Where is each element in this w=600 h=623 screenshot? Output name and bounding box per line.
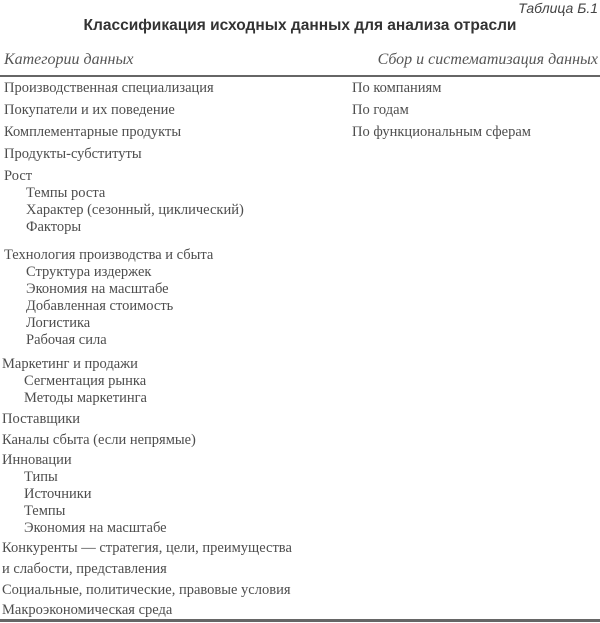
list-item: Покупатели и их поведение (4, 102, 175, 118)
list-item: По годам (352, 102, 409, 118)
list-item: Продукты-субституты (4, 146, 142, 162)
list-subitem: Методы маркетинга (24, 390, 147, 406)
list-item: Социальные, политические, правовые условия (2, 582, 291, 598)
list-item: Конкуренты — стратегия, цели, преимущества (2, 540, 292, 556)
list-subitem: Темпы (24, 503, 66, 519)
list-subitem: Характер (сезонный, циклический) (26, 202, 244, 218)
table-number: Таблица Б.1 (518, 0, 598, 16)
list-item: Маркетинг и продажи (2, 356, 138, 372)
header-rule (0, 75, 600, 77)
list-subitem: Рабочая сила (26, 332, 107, 348)
list-item: Инновации (2, 452, 72, 468)
list-item: Макроэкономическая среда (2, 602, 173, 618)
list-subitem: Экономия на масштабе (24, 520, 167, 536)
list-subitem: Структура издержек (26, 264, 152, 280)
list-item: По функциональным сферам (352, 124, 531, 140)
list-item: и слабости, представления (2, 561, 167, 577)
list-item: Поставщики (2, 411, 81, 427)
list-subitem: Экономия на масштабе (26, 281, 169, 297)
list-subitem: Добавленная стоимость (26, 298, 174, 314)
list-item: По компаниям (352, 80, 442, 96)
list-subitem: Типы (24, 469, 58, 485)
list-subitem: Факторы (26, 219, 82, 235)
list-item: Каналы сбыта (если непрямые) (2, 432, 196, 448)
list-item: Производственная специализация (4, 80, 214, 96)
list-item: Комплементарные продукты (4, 124, 182, 140)
column-header-categories: Категории данных (4, 51, 134, 68)
column-header-collection: Сбор и систематизация данных (377, 51, 598, 68)
list-item: Рост (4, 168, 33, 184)
list-item: Технология производства и сбыта (4, 247, 214, 263)
list-subitem: Источники (24, 486, 92, 502)
list-subitem: Логистика (26, 315, 91, 331)
bottom-rule (0, 619, 600, 622)
list-subitem: Сегментация рынка (24, 373, 147, 389)
list-subitem: Темпы роста (26, 185, 106, 201)
table-title: Классификация исходных данных для анализа отрасли (83, 17, 517, 34)
